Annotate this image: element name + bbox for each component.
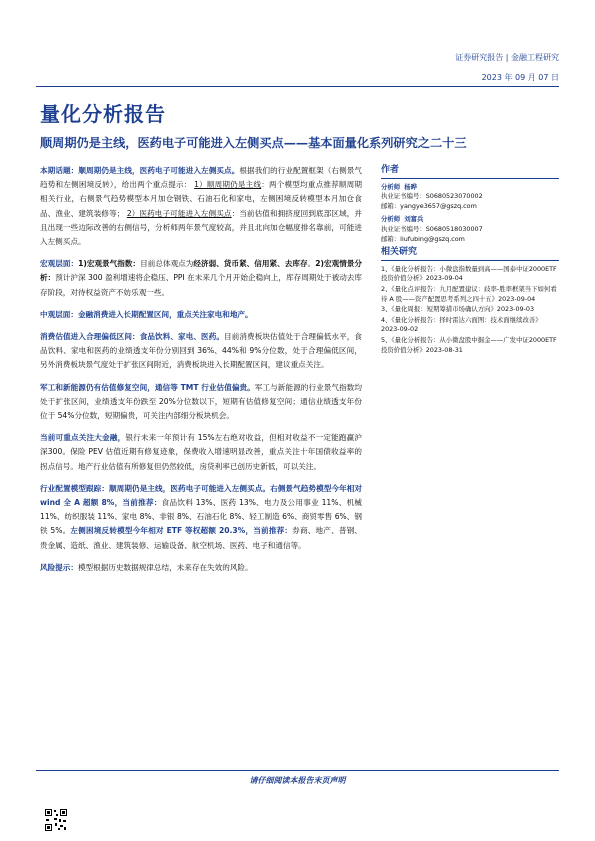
related-item[interactable]: 3、《量化周报：短期筹措市场确认方向》2023-09-03 (381, 305, 535, 314)
related-item[interactable]: 1、《量化分析报告：小微盘指数量到高——国泰中证2000ETF 投资价值分析》2023-09-04 (381, 264, 557, 283)
topic-paragraph: 本期话题：顺周期仍是主线，医药电子可能进入左侧买点。根据我们的行业配置框架（右侧景气趋势和左侧困境反转），给出两个重点提示： 1）顺周期仍是主线：两个模型均重点推荐顺周期相关行业，右侧景气趋势模型本月加仓钢铁、石油石化和家电，左侧困境反转模型本月加仓食品、渔业、建筑装修等； 2）医药电子可能进入左侧买点：当前估值和拥挤度回到底部区域，并且出现一些边际改善的右侧信号，分析师两年景气度较高，并且北向加仓幅度排名靠前，可能进入左侧买点。 (40, 166, 363, 247)
related-list (381, 265, 559, 355)
report-subtitle: 顺周期仍是主线，医药电子可能进入左侧买点——基本面量化系列研究之二十三 (40, 136, 467, 150)
qr-code-icon (44, 808, 68, 832)
report-category: 证券研究报告 | 金融工程研究 (455, 53, 559, 62)
related-item[interactable]: 4、《量化分析报告：择时雷达六面图：技术面继续改善》2023-09-02 (381, 315, 542, 334)
main-column (40, 164, 362, 583)
risk-paragraph: 风险提示：模型根据历史数据规律总结，未来存在失效的风险。 (40, 562, 253, 572)
finance-paragraph: 当前可重点关注大金融，银行未来一年预计有 15%左右绝对收益，但相对收益不一定能跑赢沪深300。保险 PEV 估值近期有修复迹象，保费收入增速明显改善，重点关注十年国债收益率的拐点信号。地产行业估值有所修复但仍然较低，房贷利率已创历史新低，可以关注。 (40, 433, 363, 471)
analyst-2: 分析师 刘富兵 执业证书编号：S0680518030007 邮箱：liufubing@gszq.com (381, 215, 559, 244)
macro-paragraph: 宏观层面：1)宏观景气指数：目前总体观点为经济弱、货币紧、信用紧、去库存。2)宏观情景分析：预计沪深 300 盈利增速将企稳压、PPI 在未来几个月开始企稳向上，库存周期处于被动去库存阶段，对待权益资产不妨乐观一些。 (40, 259, 363, 297)
analyst-2-email[interactable]: 邮箱：liufubing@gszq.com (381, 234, 465, 243)
related-heading: 相关研究 (381, 248, 559, 261)
header-meta (455, 52, 559, 84)
analyst-1-email[interactable]: 邮箱：yangye3657@gszq.com (381, 201, 477, 210)
meso-heading: 中观层面：金融消费进入长期配置区间，重点关注家电和地产。 (40, 309, 253, 319)
footer-disclaimer-note: 请仔细阅读本报告末页声明 (249, 776, 346, 785)
related-item[interactable]: 2、《量化点评报告：九月配置建议：歧率-胜率框架当下如何看待 A 股——资产配置思考系列之四十五》2023-09-04 (381, 284, 557, 303)
authors-heading: 作者 (381, 166, 559, 179)
footer-divider (36, 770, 559, 771)
report-title: 量化分析报告 (40, 102, 166, 126)
analyst-1: 分析师 杨晔 执业证书编号：S0680523070002 邮箱：yangye3657@gszq.com (381, 183, 559, 212)
model-paragraph: 行业配置模型跟踪：顺周期仍是主线，医药电子可能进入左侧买点。右侧景气趋势模型今年相对 wind 全 A 超额 8%，当前推荐：食品饮料 13%、医药 13%、电力及公用事业 11%、机械 11%、纺织服装 11%、家电 8%、非银 8%、石油石化 8%、轻工制造 6%、商贸零售 6%、钢铁 5%。左侧困境反转模型今年相对 ETF 等权超额 20.3%，当前推荐：券商、地产、普钢、贵金属、造纸、渔业、建筑装修、运输设备、航空机场、医药、电子和通信等。 (40, 483, 363, 550)
military-paragraph: 军工和新能源仍有估值修复空间，通信等 TMT 行业估值偏贵。军工与新能源的行业景气指数均处于扩张区间，业绩透支年份跌至 20%分位数以下，短期有估值修复空间；通信业绩透支年份位于 54%分位数，短期偏贵，可关注内部细分板块机会。 (40, 382, 362, 421)
report-date: 2023 年 09 月 07 日 (481, 73, 559, 82)
header-divider (36, 86, 559, 87)
sidebar (381, 164, 559, 356)
related-item[interactable]: 5、《量化分析报告：从小微盘股中掘金——广发中证2000ETF 投资价值分析》2023-08-31 (381, 335, 557, 354)
consumer-paragraph: 消费估值进入合理偏低区间：食品饮料、家电、医药。目前消费板块估值处于合理偏低水平，食品饮料、家电和医药的业绩透支年份分别回到 36%、44%和 9%分位数，处于合理偏低区间，另外消费板块景气度处于扩张区间附近，消费板块进入长期配置区间，建议重点关注。 (40, 332, 363, 370)
